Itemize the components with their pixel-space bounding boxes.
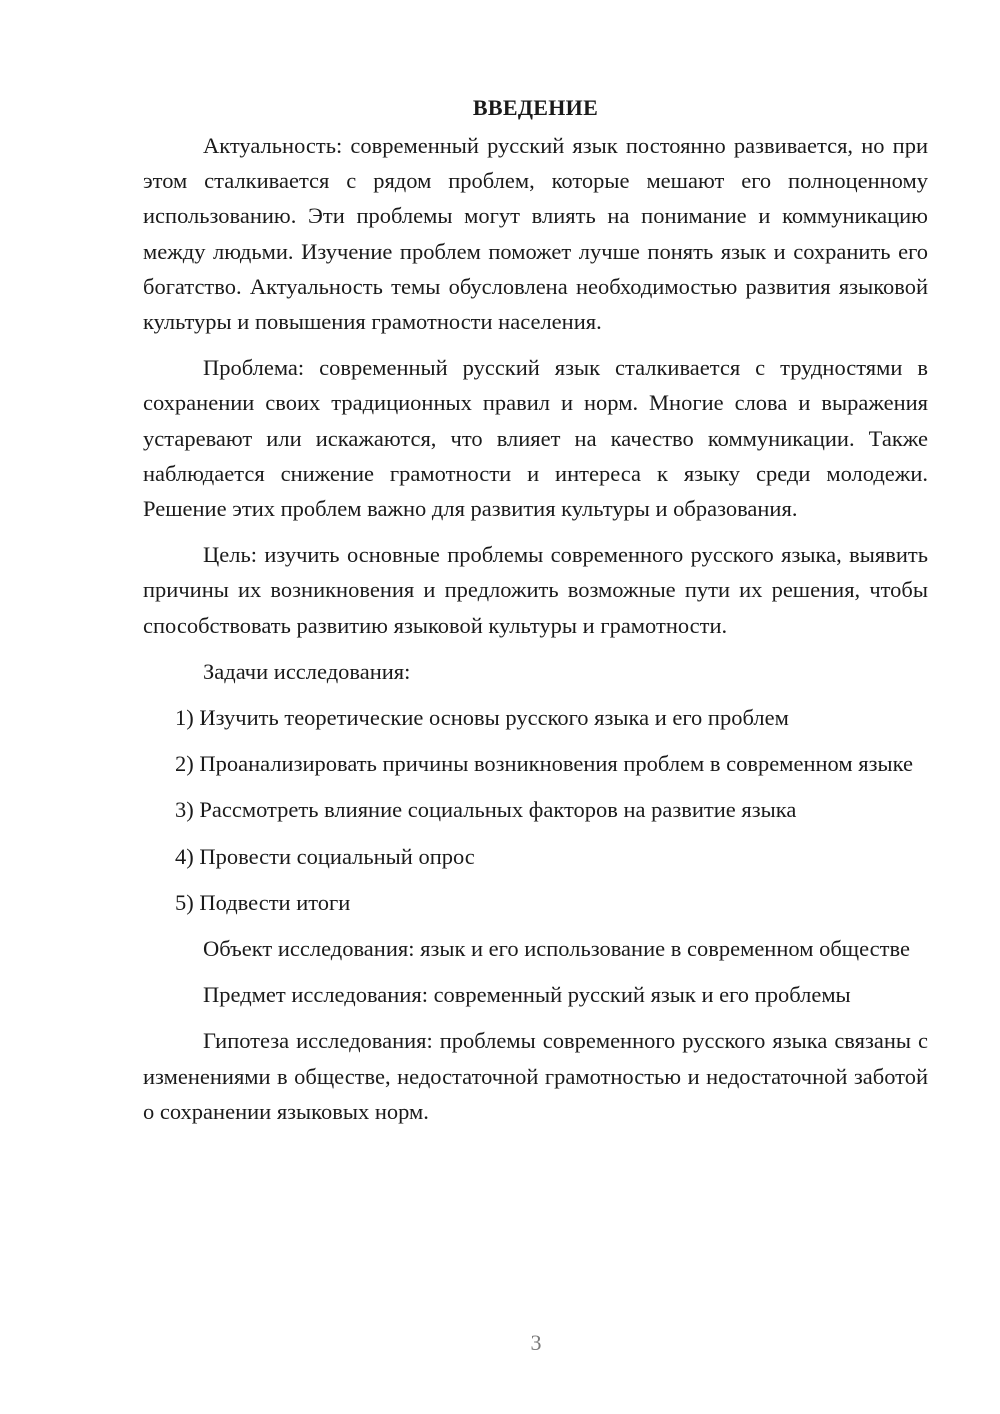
task-item-5: 5) Подвести итоги [175,889,351,915]
goal-paragraph: Цель: изучить основные проблемы современного русского языка, выявить причины их возникновения и предложить возможные пути их решения, чтобы способствовать развитию языковой культуры и грамотности. [143,542,928,638]
object-paragraph: Объект исследования: язык и его использование в современном обществе [203,936,910,962]
document-page [143,92,928,1140]
page-number: 3 [530,1330,542,1355]
problem-paragraph: Проблема: современный русский язык сталкивается с трудностями в сохранении своих традиционных правил и норм. Многие слова и выражения устаревают или искажаются, что влияет на качество коммуникации. Также наблюдается снижение грамотности и интереса к языку среди молодежи. Решение этих проблем важно для развития культуры и образования. [143,355,928,522]
subject-paragraph: Предмет исследования: современный русский язык и его проблемы [203,982,851,1008]
task-item-2: 2) Проанализировать причины возникновения проблем в современном языке [175,751,913,777]
hypothesis-paragraph: Гипотеза исследования: проблемы современного русского языка связаны с изменениями в обществе, недостаточной грамотностью и недостаточной заботой о сохранении языковых норм. [143,1028,928,1124]
relevance-paragraph: Актуальность: современный русский язык постоянно развивается, но при этом сталкивается с рядом проблем, которые мешают его полноценному использованию. Эти проблемы могут влиять на понимание и коммуникацию между людьми. Изучение проблем поможет лучше понять язык и сохранить его богатство. Актуальность темы обусловлена необходимостью развития языковой культуры и повышения грамотности населения. [143,133,928,335]
tasks-heading: Задачи исследования: [203,658,411,684]
task-item-3: 3) Рассмотреть влияние социальных факторов на развитие языка [175,797,797,823]
task-item-1: 1) Изучить теоретические основы русского языка и его проблем [175,705,789,731]
task-item-4: 4) Провести социальный опрос [175,843,475,869]
page-title: ВВЕДЕНИЕ [472,95,599,120]
